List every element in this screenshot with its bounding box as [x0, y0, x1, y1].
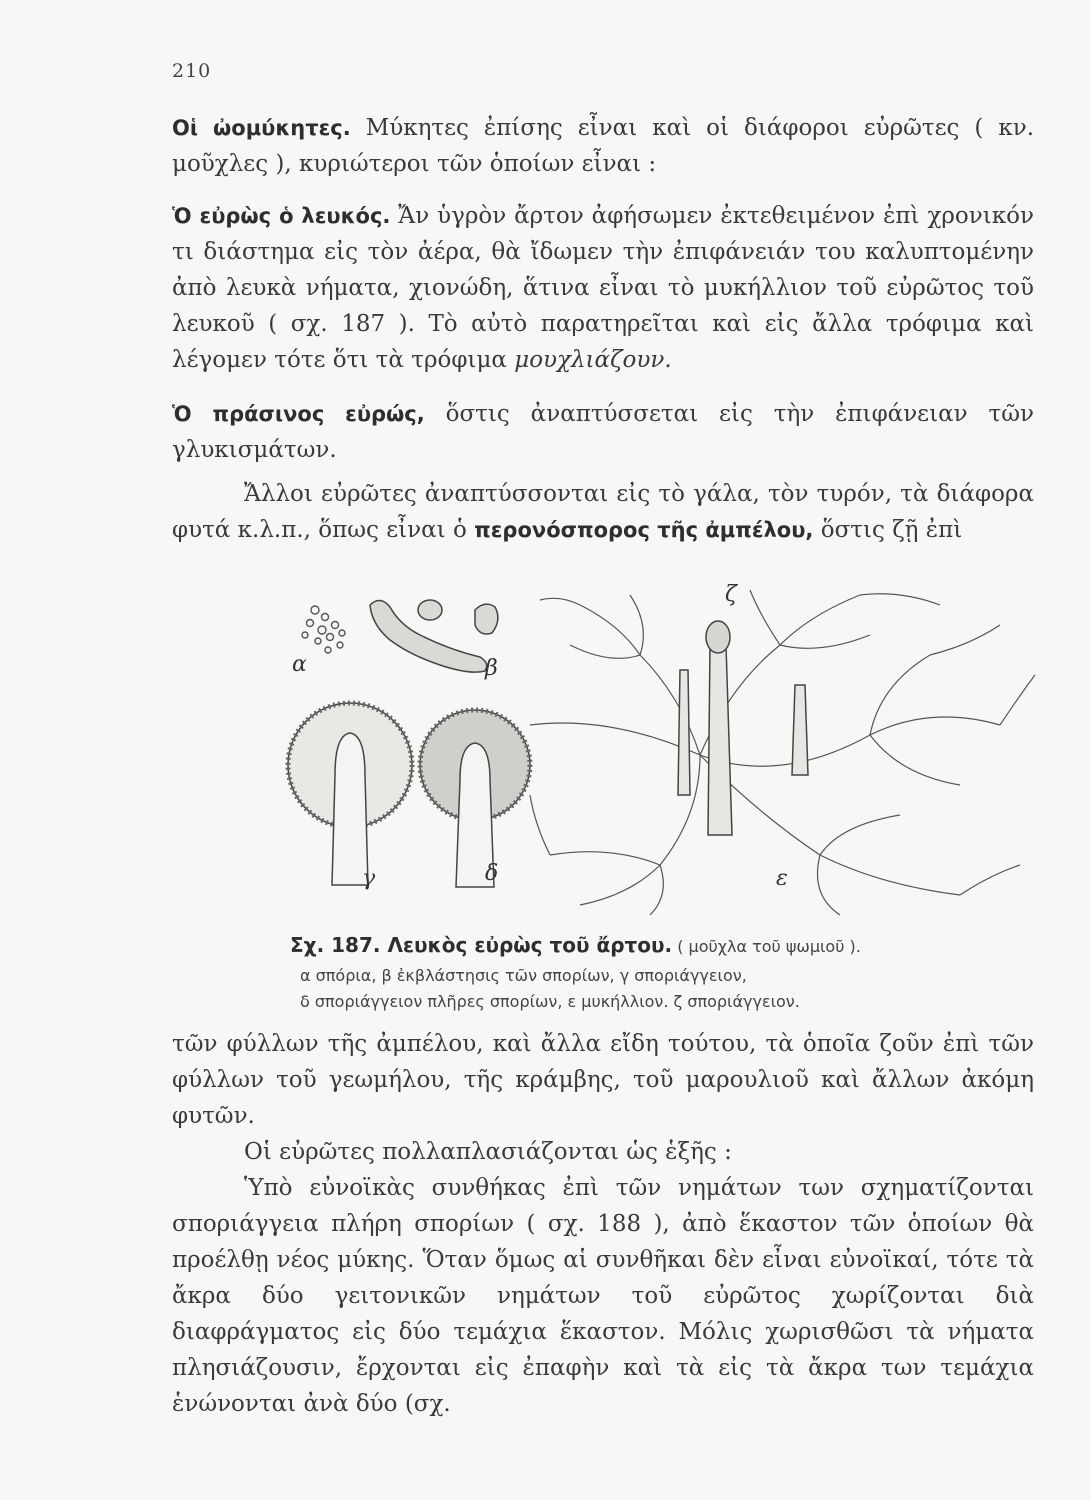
caption-note: ( μοῦχλα τοῦ ψωμιοῦ ). — [672, 937, 861, 956]
spores-illustration — [302, 606, 345, 653]
full-sporangium-illustration — [420, 710, 530, 887]
caption-line-1: α σπόρια, β ἐκβλάστησις τῶν σπορίων, γ σποριάγγειον, — [300, 966, 747, 985]
heading-white-mold: Ὁ εὐρὼς ὁ λευκός. — [172, 204, 391, 228]
paragraph-reproduction: Ὑπὸ εὐνοϊκὰς συνθήκας ἐπὶ τῶν νημάτων των σχηματίζονται σποριάγγεια πλήρη σπορίων ( σχ. 188 ), ἀπὸ ἕκαστον τῶν ὁποίων θὰ προέλθῃ νέος μύκης. Ὅταν ὅμως αἱ συνθῆκαι δὲν εἶναι εὐνοϊκαί, τότε τὰ ἄκρα δύο γειτονικῶν νημάτων τοῦ εὐρῶτος χωρίζονται διὰ διαφράγματος εἰς δύο τεμάχια ἕκαστον. Μόλις χωρισθῶσι τὰ νήματα πλησιάζουσιν, ἔρχονται εἰς ἐπαφὴν καὶ τὰ εἰς τὰ ἄκρα των τεμάχια ἑνώνονται ἀνὰ δύο (σχ. — [172, 1175, 1034, 1417]
paragraph-reproduction-intro: Οἱ εὐρῶτες πολλαπλασιάζονται ὡς ἑξῆς : — [244, 1139, 732, 1165]
figure-187-illustration — [280, 575, 1040, 920]
paragraph-other-molds — [172, 476, 1034, 548]
page-number: 210 — [172, 60, 212, 82]
caption-title: 187. Λευκὸς εὐρὼς τοῦ ἄρτου. — [324, 933, 673, 957]
sporangiophores-illustration — [678, 621, 808, 835]
paragraph-green-mold-text: ὅστις ἀναπτύσσεται εἰς τὴν ἐπιφάνειαν τῶν γλυκισμάτων. — [172, 401, 1034, 463]
sporangium-illustration — [288, 703, 412, 885]
paragraph-other-molds-text: Ἄλλοι εὐρῶτες ἀναπτύσσονται εἰς τὸ γάλα, τὸν τυρόν, τὰ διάφορα φυτά κ.λ.π., ὅπως εἶναι ὁ — [172, 481, 1034, 543]
germinating-spores-illustration — [370, 600, 498, 672]
label-alpha: α — [292, 652, 307, 677]
figure-187 — [280, 575, 1040, 920]
paragraph-white-mold-text: Ἄν ὑγρὸν ἄρτον ἀφήσωμεν ἐκτεθειμένον ἐπὶ χρονικόν τι διάστημα εἰς τὸν ἀέρα, θὰ ἴδωμεν τὴν ἐπιφάνειάν του καλυπτομένην ἀπὸ λευκὰ νήματα, χιονώδη, ἅτινα εἶναι τὸ μυκήλλιον τοῦ εὐρῶτος τοῦ λευκοῦ ( σχ. 187 ). Τὸ αὐτὸ παρατηρεῖται καὶ εἰς ἄλλα τρόφιμα καὶ λέγομεν τότε ὅτι τὰ τρόφιμα — [172, 203, 1034, 373]
label-gamma: γ — [362, 866, 376, 891]
label-delta: δ — [485, 861, 499, 886]
heading-oomycetes: Οἱ ὠομύκητες. — [172, 116, 351, 140]
label-beta: β — [485, 656, 498, 681]
italic-term: μουχλιάζουν. — [514, 347, 672, 373]
figure-caption-title — [290, 930, 1050, 962]
label-zeta: ζ — [725, 582, 737, 607]
paragraph-oomycetes — [172, 110, 1034, 182]
term-peronospora: περονόσπορος τῆς ἀμπέλου, — [474, 518, 814, 542]
paragraph-leaves: τῶν φύλλων τῆς ἀμπέλου, καὶ ἄλλα εἴδη τούτου, τὰ ὁποῖα ζοῦν ἐπὶ τῶν φύλλων τοῦ γεωμήλου, τῆς κράμβης, τοῦ μαρουλιοῦ καὶ ἄλλων ἀκόμη φυτῶν. — [172, 1031, 1034, 1129]
paragraph-other-molds-text-end: ὅστις ζῇ ἐπὶ — [813, 517, 963, 543]
label-epsilon: ε — [776, 866, 788, 891]
paragraph-oomycetes-text: Μύκητες ἐπίσης εἶναι καὶ οἱ διάφοροι εὐρῶτες ( κν. μοῦχλες ), κυριώτεροι τῶν ὁποίων εἶναι : — [172, 115, 1035, 177]
paragraph-continuation — [172, 1026, 1034, 1422]
caption-line-2: δ σποριάγγειον πλῆρες σπορίων, ε μυκήλλιον. ζ σποριάγγειον. — [300, 992, 800, 1011]
caption-prefix: Σχ. — [290, 933, 325, 957]
paragraph-green-mold — [172, 396, 1034, 468]
heading-green-mold: Ὁ πράσινος εὐρώς, — [172, 402, 425, 426]
paragraph-white-mold — [172, 198, 1034, 378]
